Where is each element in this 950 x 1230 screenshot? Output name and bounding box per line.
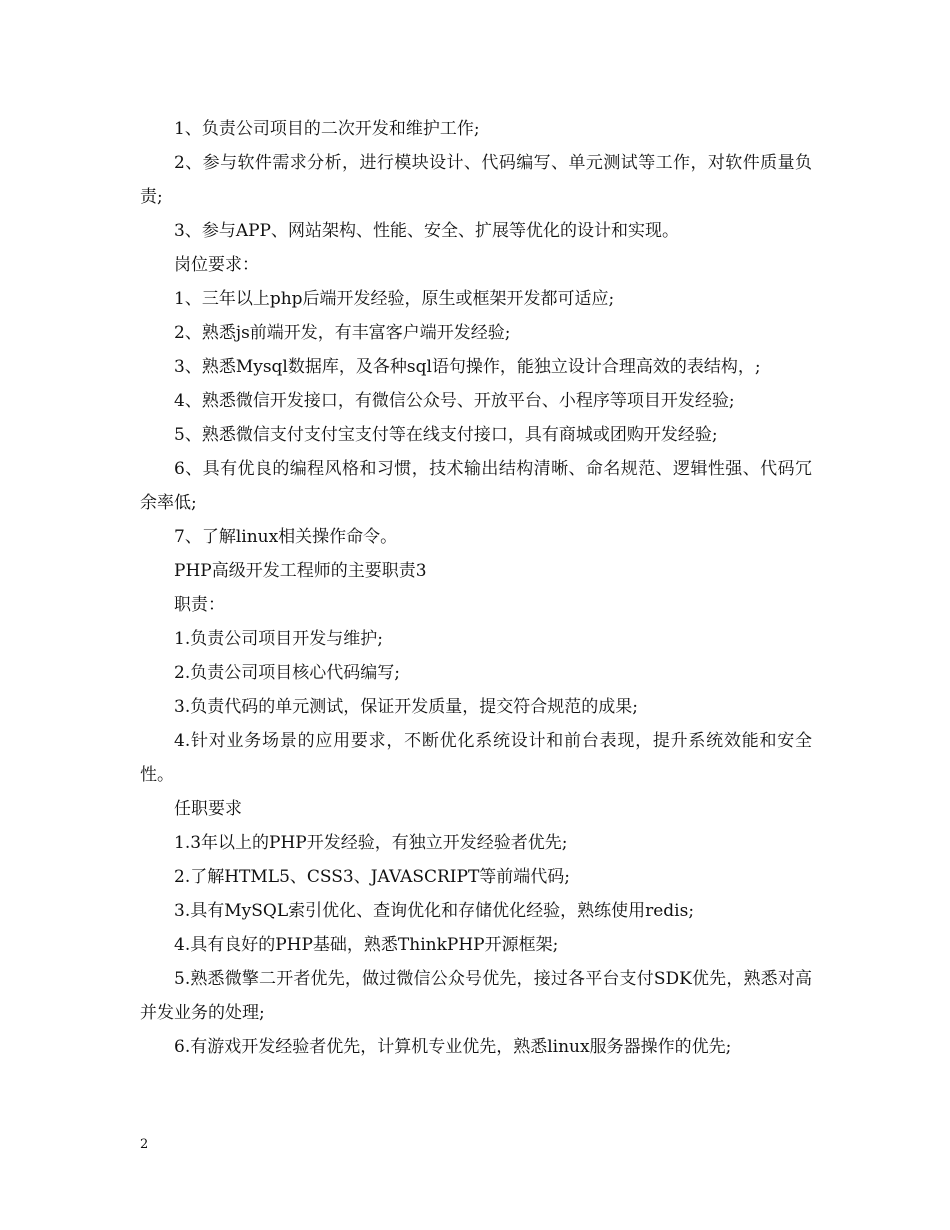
paragraph: 1.负责公司项目开发与维护; [174, 629, 383, 649]
paragraph: 5.熟悉微擎二开者优先，做过微信公众号优先，接过各平台支付SDK优先，熟悉对高并发业务的处理; [140, 969, 812, 1023]
paragraph: 3、参与APP、网站架构、性能、安全、扩展等优化的设计和实现。 [174, 221, 679, 241]
paragraph: 3、熟悉Mysql数据库，及各种sql语句操作，能独立设计合理高效的表结构，; [174, 357, 761, 377]
paragraph: 2.负责公司项目核心代码编写; [174, 663, 400, 683]
section-heading: 岗位要求： [174, 255, 259, 275]
paragraph: 3.负责代码的单元测试，保证开发质量，提交符合规范的成果; [174, 697, 638, 717]
paragraph: 1、负责公司项目的二次开发和维护工作; [174, 119, 480, 139]
paragraph: 1.3年以上的PHP开发经验，有独立开发经验者优先; [174, 833, 568, 853]
paragraph: 2、熟悉js前端开发，有丰富客户端开发经验; [174, 323, 511, 343]
paragraph: 2.了解HTML5、CSS3、JAVASCRIPT等前端代码; [174, 867, 571, 887]
paragraph: 7、了解linux相关操作命令。 [174, 527, 398, 547]
paragraph: 6.有游戏开发经验者优先，计算机专业优先，熟悉linux服务器操作的优先; [174, 1037, 732, 1057]
document-body [140, 112, 812, 1064]
section-title: PHP高级开发工程师的主要职责3 [174, 561, 427, 581]
section-heading: 职责： [174, 595, 225, 615]
paragraph: 4.针对业务场景的应用要求，不断优化系统设计和前台表现，提升系统效能和安全性。 [140, 731, 812, 785]
paragraph: 4.具有良好的PHP基础，熟悉ThinkPHP开源框架; [174, 935, 559, 955]
section-heading: 任职要求 [174, 799, 242, 819]
page-number: 2 [140, 1137, 149, 1152]
paragraph: 4、熟悉微信开发接口，有微信公众号、开放平台、小程序等项目开发经验; [174, 391, 735, 411]
paragraph: 3.具有MySQL索引优化、查询优化和存储优化经验，熟练使用redis; [174, 901, 695, 921]
paragraph: 5、熟悉微信支付支付宝支付等在线支付接口，具有商城或团购开发经验; [174, 425, 718, 445]
paragraph: 1、三年以上php后端开发经验，原生或框架开发都可适应; [174, 289, 615, 309]
paragraph: 2、参与软件需求分析，进行模块设计、代码编写、单元测试等工作，对软件质量负责; [140, 153, 812, 207]
paragraph: 6、具有优良的编程风格和习惯，技术输出结构清晰、命名规范、逻辑性强、代码冗余率低; [140, 459, 812, 513]
